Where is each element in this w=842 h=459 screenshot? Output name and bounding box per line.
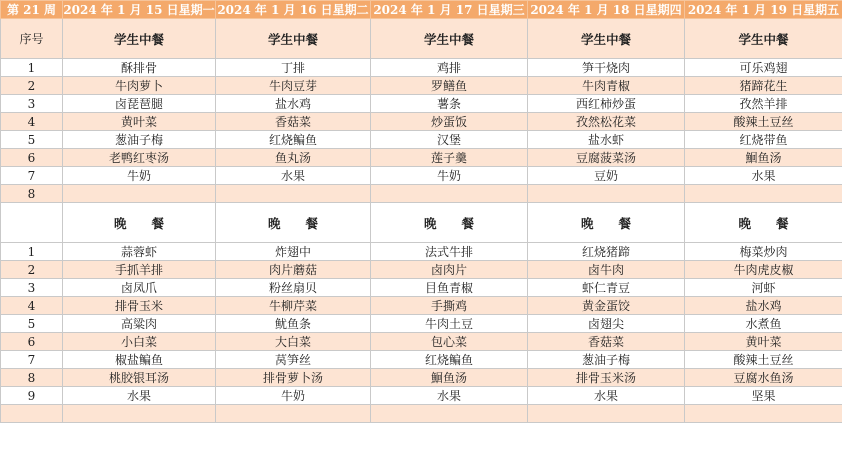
lunch-dish-cell: 水果 [685,167,842,185]
dinner-dish-cell: 牛肉虎皮椒 [685,261,842,279]
lunch-dish-cell: 牛肉萝卜 [63,77,216,95]
dinner-dish-cell: 黄金蛋饺 [528,297,685,315]
lunch-dish-cell [63,185,216,203]
lunch-dish-cell: 孜然羊排 [685,95,842,113]
row-number: 5 [1,131,63,149]
dinner-dish-cell: 椒盐鳊鱼 [63,351,216,369]
lunch-row [1,59,842,77]
lunch-row [1,149,842,167]
dinner-dish-cell: 鮰鱼汤 [371,369,528,387]
lunch-dish-cell: 笋干烧肉 [528,59,685,77]
lunch-dish-cell: 盐水虾 [528,131,685,149]
dinner-dish-cell: 虾仁青豆 [528,279,685,297]
dinner-dish-cell: 目鱼青椒 [371,279,528,297]
day-header-fri: 2024 年 1 月 19 日星期五 [685,1,842,19]
lunch-dish-cell: 汉堡 [371,131,528,149]
week-label: 第 21 周 [1,1,63,19]
lunch-row [1,131,842,149]
lunch-dish-cell: 水果 [216,167,371,185]
lunch-dish-cell: 酥排骨 [63,59,216,77]
lunch-dish-cell: 红烧带鱼 [685,131,842,149]
dinner-dish-cell: 炸翅中 [216,243,371,261]
day-header-mon: 2024 年 1 月 15 日星期一 [63,1,216,19]
row-number: 3 [1,279,63,297]
row-number: 6 [1,149,63,167]
row-number: 8 [1,369,63,387]
dinner-row [1,261,842,279]
row-number: 8 [1,185,63,203]
header-row [1,1,842,19]
lunch-dish-cell: 丁排 [216,59,371,77]
dinner-dish-cell [685,405,842,423]
day-header-wed: 2024 年 1 月 17 日星期三 [371,1,528,19]
dinner-title: 晚 餐 [528,203,685,243]
lunch-dish-cell: 酸辣土豆丝 [685,113,842,131]
lunch-title: 学生中餐 [685,19,842,59]
row-number: 7 [1,167,63,185]
day-header-tue: 2024 年 1 月 16 日星期二 [216,1,371,19]
dinner-dish-cell [371,405,528,423]
dinner-row [1,333,842,351]
dinner-dish-cell: 大白菜 [216,333,371,351]
lunch-dish-cell: 可乐鸡翅 [685,59,842,77]
lunch-dish-cell [371,185,528,203]
dinner-dish-cell: 红烧猪蹄 [528,243,685,261]
dinner-dish-cell: 盐水鸡 [685,297,842,315]
dinner-dish-cell: 黄叶菜 [685,333,842,351]
lunch-title: 学生中餐 [216,19,371,59]
row-number: 5 [1,315,63,333]
dinner-row [1,297,842,315]
row-number: 6 [1,333,63,351]
dinner-dish-cell: 卤翅尖 [528,315,685,333]
row-number: 3 [1,95,63,113]
dinner-dish-cell: 排骨萝卜汤 [216,369,371,387]
dinner-dish-cell: 水煮鱼 [685,315,842,333]
lunch-dish-cell: 黄叶菜 [63,113,216,131]
dinner-dish-cell [528,405,685,423]
dinner-row [1,387,842,405]
row-number: 7 [1,351,63,369]
dinner-dish-cell: 卤凤爪 [63,279,216,297]
lunch-dish-cell: 薯条 [371,95,528,113]
dinner-dish-cell [63,405,216,423]
dinner-dish-cell: 卤牛肉 [528,261,685,279]
row-number: 4 [1,297,63,315]
dinner-dish-cell: 排骨玉米 [63,297,216,315]
dinner-row [1,405,842,423]
lunch-dish-cell: 孜然松花菜 [528,113,685,131]
dinner-title: 晚 餐 [685,203,842,243]
dinner-dish-cell [216,405,371,423]
row-number: 9 [1,387,63,405]
dinner-dish-cell: 红烧鳊鱼 [371,351,528,369]
dinner-dish-cell: 水果 [371,387,528,405]
dinner-dish-cell: 葱油子梅 [528,351,685,369]
dinner-dish-cell: 粉丝扇贝 [216,279,371,297]
lunch-title: 学生中餐 [528,19,685,59]
lunch-dish-cell: 西红柿炒蛋 [528,95,685,113]
dinner-dish-cell: 牛柳芹菜 [216,297,371,315]
dinner-title: 晚 餐 [63,203,216,243]
lunch-dish-cell: 香菇菜 [216,113,371,131]
dinner-dish-cell: 水果 [63,387,216,405]
dinner-title-row [1,203,842,243]
lunch-dish-cell: 盐水鸡 [216,95,371,113]
lunch-dish-cell: 莲子羹 [371,149,528,167]
lunch-dish-cell: 牛肉豆芽 [216,77,371,95]
dinner-dish-cell: 排骨玉米汤 [528,369,685,387]
menu-body [1,1,842,423]
dinner-dish-cell: 手抓羊排 [63,261,216,279]
dinner-dish-cell: 酸辣土豆丝 [685,351,842,369]
lunch-title: 学生中餐 [63,19,216,59]
dinner-dish-cell: 香菇菜 [528,333,685,351]
lunch-dish-cell: 豆腐菠菜汤 [528,149,685,167]
lunch-dish-cell: 红烧鳊鱼 [216,131,371,149]
dinner-dish-cell: 水果 [528,387,685,405]
dinner-title: 晚 餐 [371,203,528,243]
dinner-row [1,369,842,387]
lunch-dish-cell: 卤琵琶腿 [63,95,216,113]
lunch-dish-cell: 牛奶 [63,167,216,185]
dinner-row [1,351,842,369]
dinner-dish-cell: 蒜蓉虾 [63,243,216,261]
row-number: 2 [1,261,63,279]
dinner-dish-cell: 手撕鸡 [371,297,528,315]
lunch-dish-cell: 牛肉青椒 [528,77,685,95]
lunch-row [1,167,842,185]
dinner-row [1,279,842,297]
dinner-dish-cell: 卤肉片 [371,261,528,279]
day-header-thu: 2024 年 1 月 18 日星期四 [528,1,685,19]
lunch-dish-cell: 炒蛋饭 [371,113,528,131]
lunch-dish-cell [528,185,685,203]
row-number: 1 [1,243,63,261]
lunch-dish-cell: 罗鳝鱼 [371,77,528,95]
lunch-dish-cell: 鱼丸汤 [216,149,371,167]
row-number [1,405,63,423]
dinner-dish-cell: 坚果 [685,387,842,405]
dinner-dish-cell: 牛肉土豆 [371,315,528,333]
dinner-dish-cell: 法式牛排 [371,243,528,261]
row-number: 1 [1,59,63,77]
lunch-dish-cell: 豆奶 [528,167,685,185]
lunch-title: 学生中餐 [371,19,528,59]
lunch-dish-cell [216,185,371,203]
dinner-dish-cell: 梅菜炒肉 [685,243,842,261]
dinner-dish-cell: 桃胶银耳汤 [63,369,216,387]
dinner-dish-cell: 小白菜 [63,333,216,351]
dinner-dish-cell: 肉片蘑菇 [216,261,371,279]
lunch-dish-cell: 老鸭红枣汤 [63,149,216,167]
lunch-dish-cell: 牛奶 [371,167,528,185]
dinner-dish-cell: 包心菜 [371,333,528,351]
lunch-title-row [1,19,842,59]
dinner-row [1,315,842,333]
lunch-row [1,77,842,95]
dinner-row [1,243,842,261]
lunch-dish-cell: 鸡排 [371,59,528,77]
lunch-dish-cell: 鮰鱼汤 [685,149,842,167]
lunch-dish-cell [685,185,842,203]
dinner-dish-cell: 豆腐水鱼汤 [685,369,842,387]
lunch-row [1,185,842,203]
dinner-dish-cell: 牛奶 [216,387,371,405]
lunch-row [1,113,842,131]
dinner-dish-cell: 鱿鱼条 [216,315,371,333]
row-number: 2 [1,77,63,95]
dinner-dish-cell: 高粱肉 [63,315,216,333]
lunch-dish-cell: 葱油子梅 [63,131,216,149]
index-column-header: 序号 [1,19,63,59]
dinner-dish-cell: 河虾 [685,279,842,297]
row-number: 4 [1,113,63,131]
dinner-dish-cell: 莴笋丝 [216,351,371,369]
lunch-row [1,95,842,113]
dinner-title: 晚 餐 [216,203,371,243]
dinner-index-blank [1,203,63,243]
lunch-dish-cell: 猪蹄花生 [685,77,842,95]
